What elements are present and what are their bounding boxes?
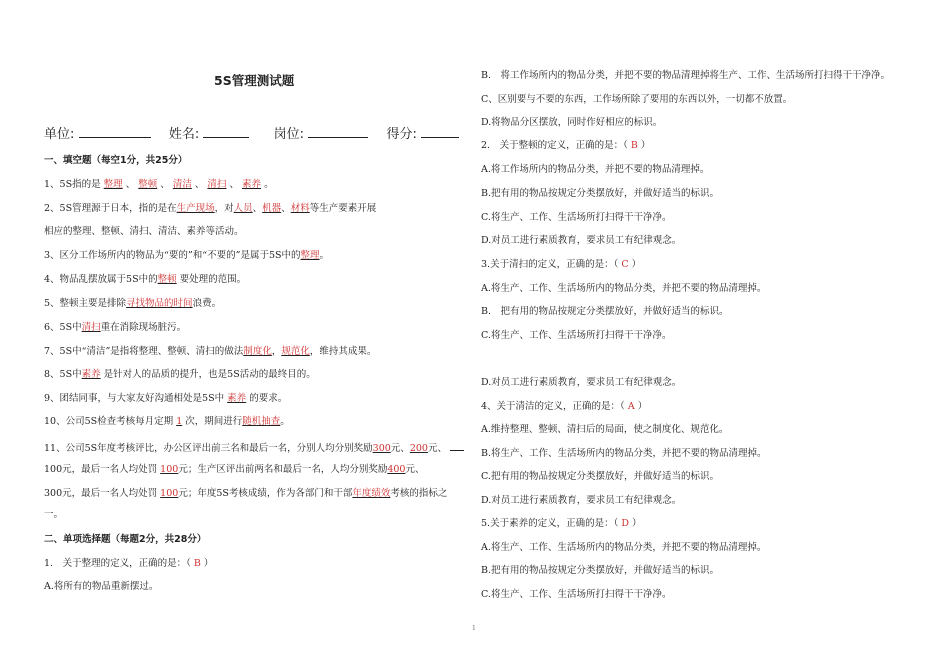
s1-q1: 1、5S指的是 整理 、 整顿 、 清洁 、 清扫 、 素养 。 [44,179,274,190]
s2-q1-option-a: A.将所有的物品重新摆过。 [44,581,159,592]
answer: 素养 [242,179,262,190]
q3-option-a: A.将生产、工作、生活场所内的物品分类，并把不要的物品清理掉。 [481,283,767,294]
s1-q7: 7、5S中“清洁”是指将整理、整顿、清扫的做法制度化，规范化，维持其成果。 [44,346,377,357]
q4-option-c: C.把有用的物品按规定分类摆放好，并做好适当的标识。 [481,471,719,482]
answer: 人员 [233,203,253,214]
post-label: 岗位: [273,127,305,142]
answer: 素养 [81,369,101,380]
q4-stem: 4、关于清洁的定义，正确的是：（ A ） [481,401,648,412]
answer: 清洁 [172,179,192,190]
page-number: 1 [472,625,476,632]
answer: 规范化 [281,346,310,357]
score-label: 得分: [386,127,417,142]
q5-option-b: B.把有用的物品按规定分类摆放好，并做好适当的标识。 [481,565,720,576]
answer: 随机抽查 [242,416,281,427]
answer: 200 [409,443,428,454]
answer: 整顿 [138,179,158,190]
s1-q5: 5、整顿主要是排除寻找物品的时间浪费。 [44,298,222,309]
post-field[interactable] [308,124,368,138]
s2-q1-stem: 1. 关于整理的定义，正确的是：（ B ） [44,558,214,569]
blank-line [450,440,464,451]
q5-stem: 5.关于素养的定义，正确的是：（ D ） [481,518,642,529]
s1-q11-line2: 100元，最后一名人均处罚 100元；生产区评出前两名和最后一名，人均分别奖励400元、 [44,464,425,475]
s1-q6: 6、5S中清扫重在消除现场脏污。 [44,322,187,333]
q1-option-d: D.将物品分区摆放，同时作好相应的标识。 [481,117,663,128]
s1-q4: 4、物品乱摆放属于5S中的整顿 要处理的范围。 [44,274,247,285]
q3-stem: 3.关于清扫的定义，正确的是：（ C ） [481,259,642,270]
q2-option-c: C.将生产、工作、生活场所打扫得干干净净。 [481,212,672,223]
q4-option-d: D.对员工进行素质教育，要求员工有纪律观念。 [481,495,682,506]
s1-q2-line2: 相应的整理、整顿、清扫、清洁、素养等活动。 [44,226,244,237]
answer: 材料 [290,203,310,214]
section1-heading: 一、填空题（每空1分，共25分） [44,155,188,166]
choice-answer: D [621,518,629,529]
name-label: 姓名: [168,127,200,142]
score-field[interactable] [421,124,459,138]
section2-heading: 二、单项选择题（每题2分，共28分） [44,534,207,545]
answer: 整顿 [157,274,177,285]
s1-q2: 2、5S管理源于日本，指的是在生产现场，对人员、机器、材料等生产要素开展 [44,203,377,214]
s1-q11-line1: 11、公司5S年度考核评比，办公区评出前三名和最后一名，分别人均分别奖励300元、200元、 [44,440,464,455]
answer: 寻找物品的时间 [126,298,193,309]
q5-option-a: A.将生产、工作、生活场所内的物品分类，并把不要的物品清理掉。 [481,542,767,553]
answer: 整理 [103,179,123,190]
q3-option-d: D.对员工进行素质教育，要求员工有纪律观念。 [481,377,682,388]
q3-option-b: B. 把有用的物品按规定分类摆放好，并做好适当的标识。 [481,306,729,317]
s1-q3: 3、区分工作场所内的物品为“要的”和“不要的”是属于5S中的整理。 [44,250,330,261]
s1-q8: 8、5S中素养 是针对人的品质的提升，也是5S活动的最终目的。 [44,369,316,380]
s1-q9: 9、团结同事，与大家友好沟通相处是5S中 素养 的要求。 [44,393,288,404]
q2-stem: 2. 关于整顿的定义，正确的是：（ B ） [481,140,651,151]
choice-answer: C [621,259,629,270]
answer: 制度化 [243,346,272,357]
answer: 机器 [262,203,282,214]
q2-option-a: A.将工作场所内的物品分类，并把不要的物品清理掉。 [481,164,710,175]
s1-q11-line4: 一。 [44,509,64,520]
q1-option-b: B. 将工作场所内的物品分类，并把不要的物品清理掉将生产、工作、生活场所打扫得干干净净。 [481,70,891,81]
answer: 100 [160,464,179,475]
choice-answer: B [193,558,201,569]
answer: 年度绩效 [352,488,391,499]
q4-option-a: A.维持整理、整顿、清扫后的局面，使之制度化、规范化。 [481,424,729,435]
q3-option-c: C.将生产、工作、生活场所打扫得干干净净。 [481,330,672,341]
answer: 整理 [300,250,320,261]
name-field[interactable] [203,124,249,138]
answer: 300 [372,443,391,454]
q4-option-b: B.将生产、工作、生活场所内的物品分类，并把不要的物品清理掉。 [481,448,767,459]
q5-option-c: C.将生产、工作、生活场所打扫得干干净净。 [481,589,672,600]
unit-field[interactable] [79,124,151,138]
answer: 清扫 [207,179,227,190]
answer: 100 [160,488,179,499]
q2-option-b: B.把有用的物品按规定分类摆放好，并做好适当的标识。 [481,188,720,199]
answer: 400 [387,464,406,475]
answer: 素养 [227,393,247,404]
page-title: 5S管理测试题 [214,73,295,88]
s1-q10: 10、公司5S检查考核每月定期 1 次，期间进行随机抽查。 [44,416,290,427]
answer: 1 [176,416,183,427]
answer: 生产现场 [176,203,215,214]
info-row [44,124,459,143]
unit-label: 单位: [44,127,75,142]
q1-option-c: C、区别要与不要的东西，工作场所除了要用的东西以外，一切都不放置。 [481,94,793,105]
q2-option-d: D.对员工进行素质教育，要求员工有纪律观念。 [481,235,682,246]
s1-q11-line3: 300元，最后一名人均处罚 100元；年度5S考核成绩，作为各部门和干部年度绩效考核的指标之 [44,488,448,499]
answer: 清扫 [81,322,101,333]
choice-answer: A [627,401,635,412]
choice-answer: B [630,140,638,151]
